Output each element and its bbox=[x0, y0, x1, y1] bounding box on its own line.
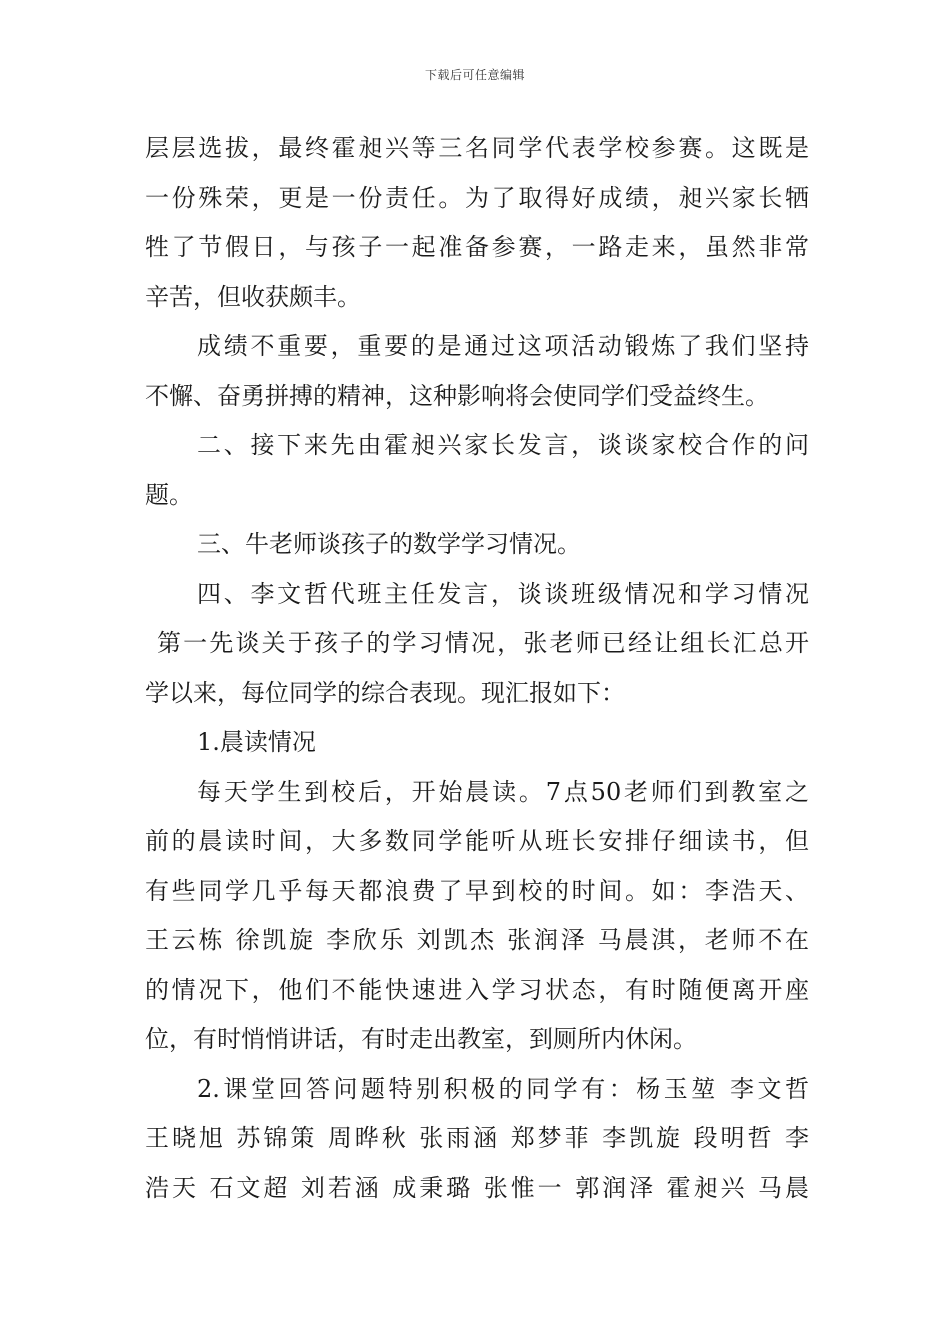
text-line: 第一先谈关于孩子的学习情况，张老师已经让组长汇总开 bbox=[157, 629, 809, 657]
text-line: 2.课堂回答问题特别积极的同学有：杨玉堃 李文哲 bbox=[197, 1074, 809, 1103]
text-line: 成绩不重要，重要的是通过这项活动锻炼了我们坚持 bbox=[197, 332, 809, 360]
text-line: 的情况下，他们不能快速进入学习状态，有时随便离开座 bbox=[145, 975, 809, 1004]
document-body bbox=[145, 124, 809, 1213]
text-line: 四、李文哲代班主任发言，谈谈班级情况和学习情况 bbox=[197, 579, 809, 608]
text-line: 学以来，每位同学的综合表现。现汇报如下： bbox=[145, 678, 625, 707]
text-line: 1.晨读情况 bbox=[197, 728, 316, 756]
text-line: 浩天 石文超 刘若涵 成秉璐 张惟一 郭润泽 霍昶兴 马晨 bbox=[145, 1173, 809, 1202]
text-line: 层层选拔，最终霍昶兴等三名同学代表学校参赛。这既是 bbox=[145, 134, 809, 162]
text-line: 不懈、奋勇拼搏的精神，这种影响将会使同学们受益终生。 bbox=[145, 381, 769, 410]
text-line: 辛苦，但收获颇丰。 bbox=[145, 282, 361, 311]
text-line: 二、接下来先由霍昶兴家长发言，谈谈家校合作的问 bbox=[197, 431, 809, 459]
text-line: 三、牛老师谈孩子的数学学习情况。 bbox=[197, 530, 581, 558]
page-header-note: 下载后可任意编辑 bbox=[424, 68, 525, 82]
text-line: 牲了节假日，与孩子一起准备参赛，一路走来，虽然非常 bbox=[145, 233, 809, 261]
text-line: 前的晨读时间，大多数同学能听从班长安排仔细读书，但 bbox=[145, 827, 809, 855]
text-line: 每天学生到校后，开始晨读。7点50老师们到教室之 bbox=[197, 777, 809, 806]
text-line: 王云栋 徐凯旋 李欣乐 刘凯杰 张润泽 马晨淇，老师不在 bbox=[145, 926, 809, 954]
text-line: 一份殊荣，更是一份责任。为了取得好成绩，昶兴家长牺 bbox=[145, 183, 809, 212]
text-line: 有些同学几乎每天都浪费了早到校的时间。如：李浩天、 bbox=[145, 876, 809, 905]
text-line: 题。 bbox=[145, 480, 193, 509]
text-line: 王晓旭 苏锦策 周晔秋 张雨涵 郑梦菲 李凯旋 段明哲 李 bbox=[145, 1124, 809, 1152]
text-line: 位，有时悄悄讲话，有时走出教室，到厕所内休闲。 bbox=[145, 1025, 697, 1053]
